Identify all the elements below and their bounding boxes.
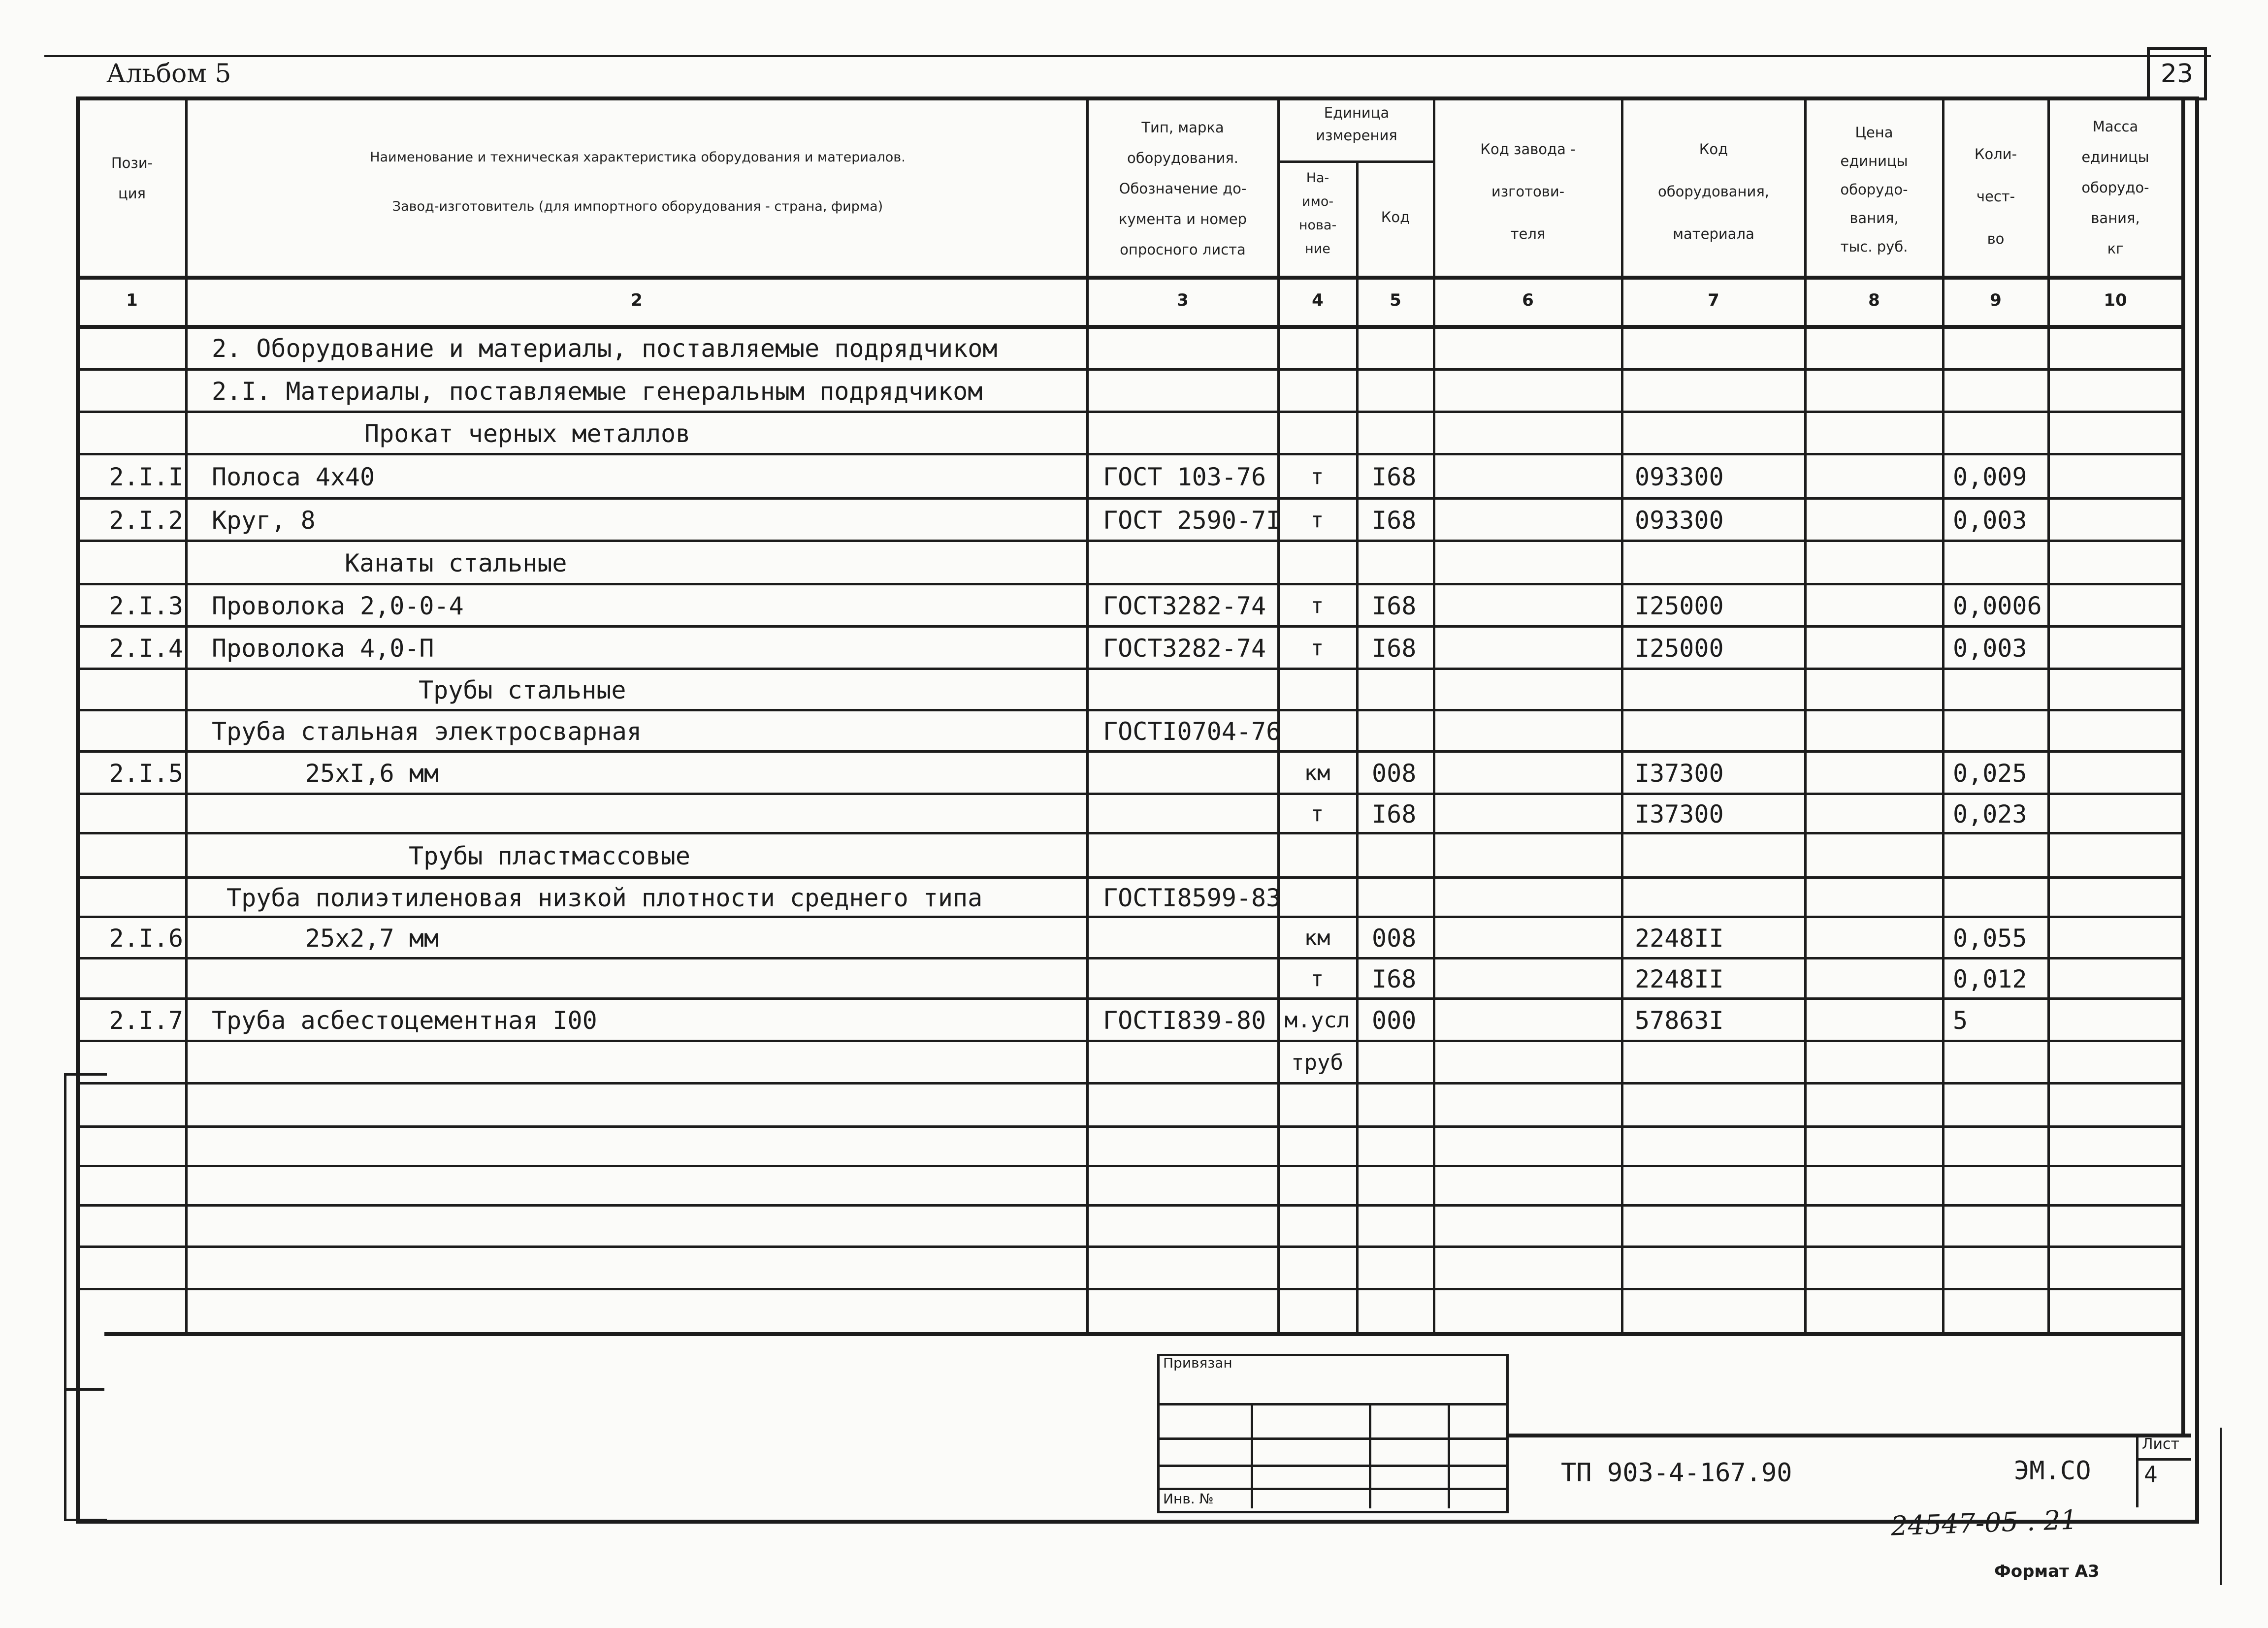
approval-line-2 [1157, 1437, 1507, 1440]
approval-line-3 [1157, 1465, 1507, 1467]
row-name-cell: Прокат черных металлов [364, 419, 691, 448]
col-divider-7 [1804, 96, 1807, 1332]
row-code-cell: 008 [1372, 924, 1417, 953]
header-col10: Масса единицы оборудо- вания, кг [2081, 118, 2149, 257]
approval-vline-2 [1369, 1403, 1371, 1508]
row-line [76, 916, 2181, 918]
header-col8: Цена единицы оборудо- вания, тыс. руб. [1840, 124, 1908, 255]
row-pos-cell: 2.I.7 [109, 1006, 183, 1035]
row-line [76, 709, 2181, 711]
row-qty-cell: 0,055 [1953, 924, 2027, 953]
document-code: ТП 903-4-167.90 [1561, 1458, 1792, 1488]
col-divider-5 [1433, 96, 1435, 1332]
row-pos-cell: 2.I.3 [109, 592, 183, 620]
header-col5: Код [1381, 209, 1410, 225]
sheet-label-line [2136, 1458, 2191, 1461]
page-number: 23 [2147, 47, 2207, 100]
row-name-cell: 2.I. Материалы, поставляемые генеральным подрядчиком [212, 377, 983, 406]
col-number: 5 [1390, 290, 1401, 310]
header-col3: Тип, марка оборудования. Обозначение до- кумента и номер опросного листа [1118, 119, 1247, 258]
top-rule [44, 55, 2211, 57]
sheet-divider [2136, 1434, 2138, 1507]
row-pos-cell: 2.I.4 [109, 634, 183, 663]
col-divider-9 [2047, 96, 2050, 1332]
col-divider-4 [1356, 160, 1359, 1332]
number-row-bottom-line [76, 325, 2181, 329]
col-number: 8 [1868, 290, 1880, 310]
col-number: 6 [1522, 290, 1534, 310]
col-divider-3 [1277, 96, 1280, 1332]
row-mat-cell: 2248II [1635, 924, 1724, 953]
row-line [76, 1125, 2181, 1128]
row-unit-cell: труб [1291, 1050, 1343, 1075]
row-name-cell: Труба асбестоцементная I00 [212, 1006, 597, 1035]
header-col2: Наименование и техническая характеристика оборудования и материалов. Завод-изготовитель (для импортного оборудования - страна, фирма) [370, 150, 906, 214]
header-col1: Пози- ция [111, 155, 153, 202]
row-doc-cell: ГОСТI839-80 [1103, 1006, 1266, 1035]
row-unit-cell: т [1310, 801, 1324, 827]
col-divider-1 [185, 96, 188, 1332]
row-line [76, 1040, 2181, 1042]
row-line [76, 368, 2181, 371]
row-name-cell: Трубы стальные [419, 676, 626, 704]
row-qty-cell: 5 [1953, 1006, 1968, 1035]
row-line [76, 1245, 2181, 1248]
row-mat-cell: I37300 [1635, 800, 1724, 829]
row-unit-cell: км [1304, 761, 1330, 786]
row-qty-cell: 0,003 [1953, 506, 2027, 535]
row-qty-cell: 0,0006 [1953, 592, 2042, 620]
col-number: 2 [631, 290, 643, 310]
row-qty-cell: 0,003 [1953, 634, 2027, 663]
row-code-cell: 008 [1372, 759, 1417, 788]
col-number: 9 [1990, 290, 2002, 310]
row-doc-cell: ГОСТI0704-76 [1103, 717, 1281, 746]
title-block-top [104, 1332, 2185, 1336]
approval-line-4 [1157, 1488, 1507, 1490]
col-divider-2 [1086, 96, 1089, 1332]
row-unit-cell: м.усл [1284, 1008, 1350, 1033]
row-code-cell: I68 [1372, 463, 1417, 491]
row-mat-cell: I25000 [1635, 592, 1724, 620]
row-mat-cell: I25000 [1635, 634, 1724, 663]
row-name-cell: Проволока 4,0-П [212, 634, 434, 663]
row-name-cell: Круг, 8 [212, 506, 316, 535]
header-col7: Код оборудования, материала [1657, 141, 1770, 242]
row-name-cell: 2. Оборудование и материалы, поставляемые подрядчиком [212, 334, 998, 363]
row-line [76, 750, 2181, 753]
col-number: 10 [2104, 290, 2127, 310]
row-mat-cell: I37300 [1635, 759, 1724, 788]
row-pos-cell: 2.I.2 [109, 506, 183, 535]
header-col9: Коли- чест- во [1974, 146, 2017, 247]
format-label: Формат А3 [1994, 1562, 2100, 1581]
album-label: Альбом 5 [106, 59, 231, 89]
row-qty-cell: 0,023 [1953, 800, 2027, 829]
row-code-cell: I68 [1372, 800, 1417, 829]
approval-line-1 [1157, 1403, 1507, 1405]
row-doc-cell: ГОСТ 2590-7I [1103, 506, 1281, 535]
row-code-cell: 000 [1372, 1006, 1417, 1035]
approval-vline-3 [1448, 1403, 1450, 1508]
row-pos-cell: 2.I.I [109, 463, 183, 491]
row-name-cell: Проволока 2,0-0-4 [212, 592, 464, 620]
row-line [76, 793, 2181, 795]
left-margin-divider [64, 1388, 104, 1391]
row-name-cell: Канаты стальные [345, 549, 567, 577]
row-code-cell: I68 [1372, 634, 1417, 663]
stamp-code-line [1507, 1434, 2191, 1437]
row-doc-cell: ГОСТ3282-74 [1103, 592, 1266, 620]
sheet-number: 4 [2144, 1461, 2158, 1488]
privyazan-label: Привязан [1163, 1355, 1232, 1371]
header-col6: Код завода - изготови- теля [1480, 141, 1576, 242]
col-divider-8 [1942, 96, 1944, 1332]
unit-group-line [1277, 160, 1433, 163]
col-number: 3 [1177, 290, 1189, 310]
col-number: 1 [126, 290, 138, 310]
row-pos-cell: 2.I.6 [109, 924, 183, 953]
row-qty-cell: 0,009 [1953, 463, 2027, 491]
col-number: 4 [1312, 290, 1324, 310]
row-line [76, 625, 2181, 628]
header-bottom-line [76, 276, 2181, 280]
table-frame [76, 96, 2199, 1524]
row-unit-cell: т [1310, 636, 1324, 661]
left-margin-strip [64, 1073, 107, 1521]
row-line [76, 411, 2181, 413]
row-code-cell: I68 [1372, 965, 1417, 993]
row-line [76, 1204, 2181, 1207]
col-number: 7 [1708, 290, 1719, 310]
row-name-cell: 25х2,7 мм [305, 924, 439, 953]
row-line [76, 1288, 2181, 1290]
row-code-cell: I68 [1372, 506, 1417, 535]
row-line [76, 668, 2181, 670]
row-line [76, 540, 2181, 542]
row-doc-cell: ГОСТI8599-83 [1103, 884, 1281, 912]
row-name-cell: Труба полиэтиленовая низкой плотности среднего типа [227, 884, 983, 912]
right-inner-border [2181, 96, 2185, 1436]
approval-vline-1 [1251, 1403, 1253, 1508]
right-margin-line [2220, 1428, 2222, 1585]
row-name-cell: Труба стальная электросварная [212, 717, 642, 746]
handwritten-archive-number: 24547-05 . 21 [1890, 1504, 2078, 1542]
row-line [76, 832, 2181, 834]
row-line [76, 957, 2181, 959]
row-mat-cell: 093300 [1635, 506, 1724, 535]
row-mat-cell: 2248II [1635, 965, 1724, 993]
row-code-cell: I68 [1372, 592, 1417, 620]
header-unit-group: Единица измерения [1316, 104, 1397, 144]
row-unit-cell: км [1304, 926, 1330, 951]
row-unit-cell: т [1310, 966, 1324, 991]
row-pos-cell: 2.I.5 [109, 759, 183, 788]
row-name-cell: Полоса 4х40 [212, 463, 375, 491]
col-divider-6 [1621, 96, 1623, 1332]
row-qty-cell: 0,025 [1953, 759, 2027, 788]
row-unit-cell: т [1310, 464, 1324, 489]
row-line [76, 1082, 2181, 1085]
row-line [76, 497, 2181, 500]
row-line [76, 583, 2181, 585]
row-mat-cell: 093300 [1635, 463, 1724, 491]
row-name-cell: Трубы пластмассовые [409, 842, 690, 870]
row-doc-cell: ГОСТ 103-76 [1103, 463, 1266, 491]
inv-label: Инв. № [1163, 1491, 1214, 1507]
row-name-cell: 25хI,6 мм [305, 759, 439, 788]
row-line [76, 453, 2181, 455]
row-unit-cell: т [1310, 593, 1324, 618]
row-line [76, 997, 2181, 1000]
section-code: ЭМ.СО [2014, 1456, 2091, 1486]
header-col4: На- имо- нова- ние [1298, 170, 1337, 256]
row-line [76, 1165, 2181, 1167]
row-qty-cell: 0,012 [1953, 965, 2027, 993]
sheet-label: Лист [2142, 1436, 2180, 1453]
row-line [76, 876, 2181, 879]
row-doc-cell: ГОСТ3282-74 [1103, 634, 1266, 663]
row-unit-cell: т [1310, 508, 1324, 533]
row-mat-cell: 57863I [1635, 1006, 1724, 1035]
